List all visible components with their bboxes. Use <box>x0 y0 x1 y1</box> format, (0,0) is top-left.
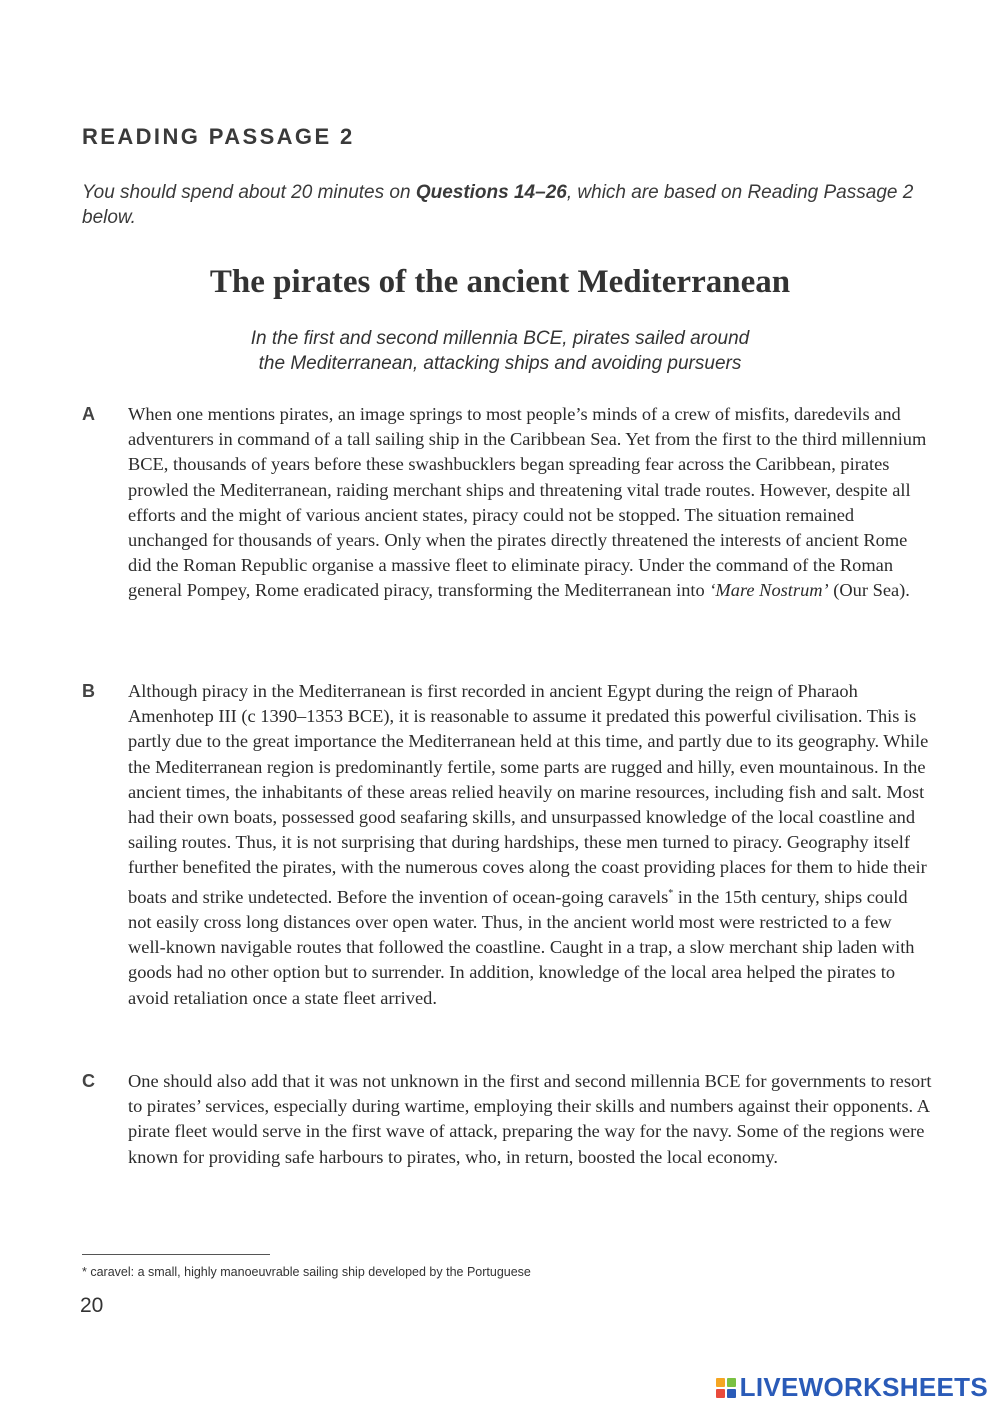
subtitle-line-2: the Mediterranean, attacking ships and avoiding pursuers <box>258 353 742 374</box>
mare-nostrum-term: ‘Mare Nostrum’ <box>709 580 829 601</box>
instructions <box>82 180 922 230</box>
footnote: * caravel: a small, highly manoeuvrable sailing ship developed by the Portuguese <box>82 1265 531 1279</box>
paragraph-c <box>82 1069 932 1170</box>
subtitle-line-1: In the first and second millennia BCE, pirates sailed around <box>250 328 750 349</box>
footnote-marker: * <box>668 887 674 899</box>
logo-square <box>727 1378 736 1387</box>
paragraph-letter: B <box>82 681 95 701</box>
footnote-divider <box>82 1254 270 1255</box>
passage-title: The pirates of the ancient Mediterranean <box>209 264 791 300</box>
paragraph-letter: C <box>82 1071 95 1091</box>
paragraph-a-end: (Our Sea). <box>828 580 910 601</box>
paragraph-text <box>128 679 932 1011</box>
paragraph-a-body: When one mentions pirates, an image springs to most people’s minds of a crew of misfits, daredevils and adventurers in command of a tall sailing ship in the Caribbean Sea. Yet from the first to the third millennium BCE, thousands of years before these swashbucklers began spreading fear across the Caribbean, pirates prowled the Mediterranean, raiding merchant ships and threatening vital trade routes. However, despite all efforts and the might of various ancient states, piracy could not be stopped. The situation remained unchanged for thousands of years. Only when the pirates directly threatened the interests of ancient Rome did the Roman Republic organise a massive fleet to eliminate piracy. Under the command of the Roman general Pompey, Rome eradicated piracy, transforming the Mediterranean into <box>128 404 927 601</box>
paragraph-b-body: Although piracy in the Mediterranean is first recorded in ancient Egypt during the reign of Pharaoh Amenhotep III (c 1390–1353 BCE), it is reasonable to assume it predated this powerful civilisation. This is partly due to the great importance the Mediterranean held at this time, and partly due to its geography. While the Mediterranean region is predominantly fertile, some parts are rugged and hilly, even mountainous. In the ancient times, the inhabitants of these areas relied heavily on marine resources, including fish and salt. Most had their own boats, possessed good seafaring skills, and unsurpassed knowledge of the local coastline and sailing routes. Thus, it is not surprising that during hardships, these men turned to piracy. Geography itself further benefited the pirates, with the numerous coves along the coast providing places for them to hide their boats and strike undetected. Before the invention of ocean-going caravels <box>128 681 929 907</box>
logo-square <box>716 1378 725 1387</box>
instructions-text-2: , which are based on Reading Passage 2 below. <box>82 182 914 228</box>
paragraph-a <box>82 402 932 604</box>
paragraph-b-end: in the 15th century, ships could not easily cross long distances over open water. Thus, in the ancient world most were restricted to a few well-known navigable routes that followed the coastline. Caught in a trap, a slow merchant ship laden with goods had no other option but to surrender. In addition, knowledge of the local area helped the pirates to avoid retaliation once a state fleet arrived. <box>128 886 915 1008</box>
paragraph-b <box>82 679 932 1011</box>
logo-square <box>716 1389 725 1398</box>
page-number: 20 <box>80 1294 104 1317</box>
paragraph-letter: A <box>82 404 95 424</box>
paragraph-text: One should also add that it was not unknown in the first and second millennia BCE for governments to resort to pirates’ services, especially during wartime, employing their skills and numbers against their opponents. A pirate fleet would serve in the first wave of attack, preparing the way for the navy. Some of the regions were known for providing safe harbours to pirates, who, in return, boosted the local economy. <box>128 1071 932 1167</box>
passage-subtitle <box>160 326 840 376</box>
paragraph-text <box>128 402 932 604</box>
liveworksheets-logo-icon <box>716 1378 736 1398</box>
brand-name: LIVEWORKSHEETS <box>739 1372 988 1402</box>
instructions-questions: Questions 14–26 <box>415 182 567 203</box>
liveworksheets-brand[interactable] <box>716 1372 988 1403</box>
instructions-text-1: You should spend about 20 minutes on <box>82 182 416 203</box>
section-title: READING PASSAGE 2 <box>82 124 355 149</box>
logo-square <box>727 1389 736 1398</box>
